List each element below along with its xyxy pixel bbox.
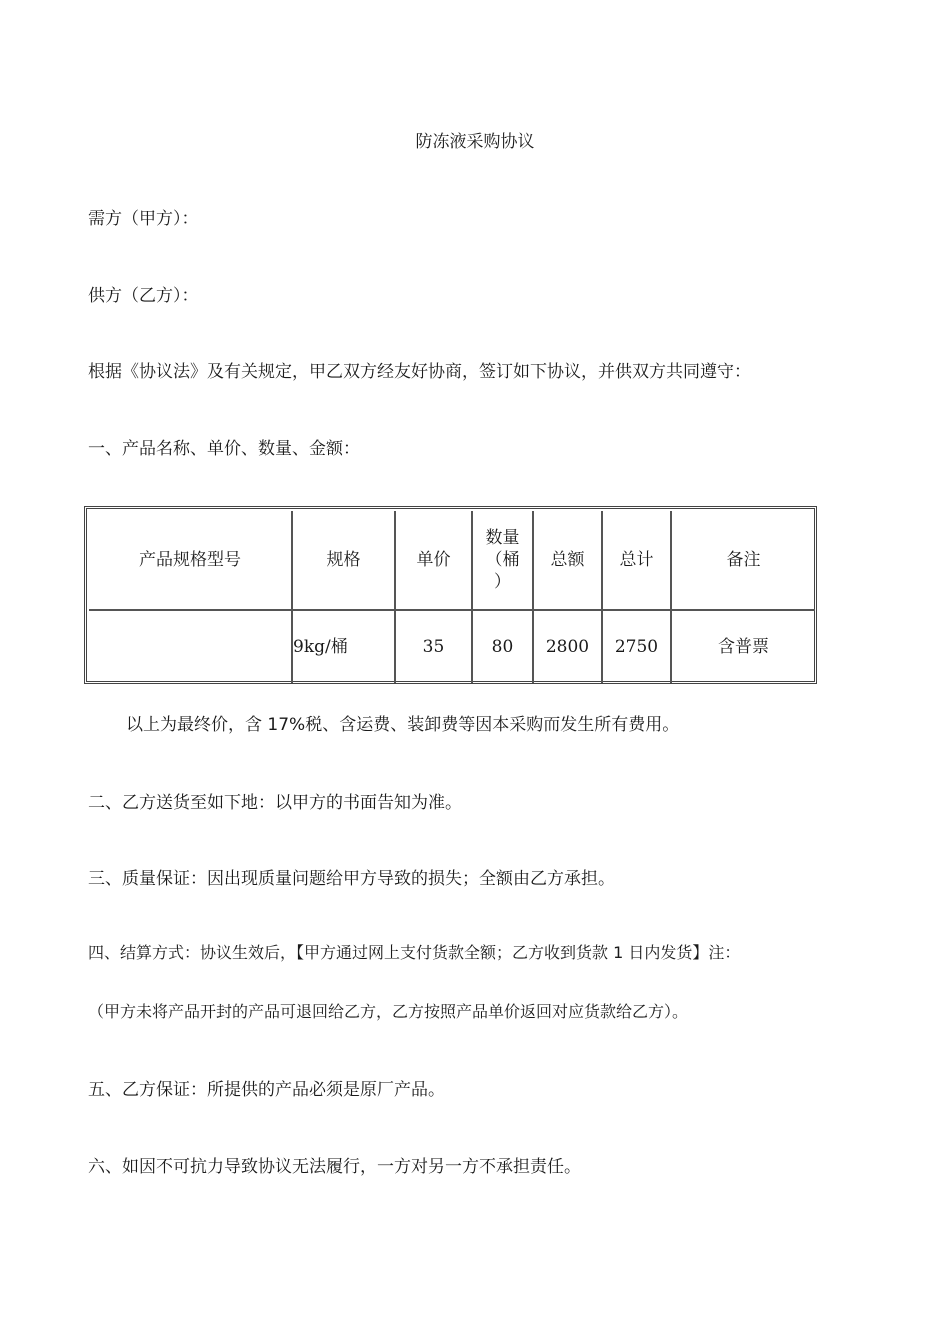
table-header-row [89,511,815,610]
price-note: 以上为最终价，含 17%税、含运费、装卸费等因本采购而发生所有费用。 [126,715,680,735]
clause-quality: 三、质量保证：因出现质量问题给甲方导致的损失；全额由乙方承担。 [88,869,615,889]
header-spec: 规格 [292,511,395,610]
clause-settlement-note: （甲方未将产品开封的产品可退回给乙方，乙方按照产品单价返回对应货款给乙方）。 [88,1002,689,1021]
header-quantity-line1: 数量 [485,528,520,548]
cell-quantity: 80 [472,610,533,683]
header-remark: 备注 [671,511,815,610]
clause-guarantee: 五、乙方保证：所提供的产品必须是原厂产品。 [88,1080,445,1100]
seller-label: 供方（乙方）： [88,286,199,306]
header-amount: 总额 [533,511,602,610]
intro-paragraph: 根据《协议法》及有关规定，甲乙双方经友好协商，签订如下协议，并供双方共同遵守： [88,362,751,382]
product-table [84,506,817,684]
header-quantity-line3: ） [494,572,511,592]
header-total: 总计 [602,511,671,610]
header-quantity [472,511,533,610]
cell-model [89,610,292,683]
buyer-label: 需方（甲方）： [88,209,199,229]
cell-total: 2750 [602,610,671,683]
header-model: 产品规格型号 [89,511,292,610]
table-row [89,610,815,683]
clause-settlement: 四、结算方式：协议生效后，【甲方通过网上支付货款全额；乙方收到货款 1 日内发货】注： [88,943,741,962]
header-unit-price: 单价 [395,511,472,610]
cell-spec: 9kg/桶 [292,610,395,683]
cell-unit-price: 35 [395,610,472,683]
clause-delivery: 二、乙方送货至如下地：以甲方的书面告知为准。 [88,793,462,813]
cell-remark: 含普票 [671,610,815,683]
clause-force-majeure: 六、如因不可抗力导致协议无法履行，一方对另一方不承担责任。 [88,1157,581,1177]
cell-amount: 2800 [533,610,602,683]
section1-heading: 一、产品名称、单价、数量、金额： [88,439,360,459]
document-title: 防冻液采购协议 [415,132,535,152]
header-quantity-line2: （桶 [485,550,520,570]
